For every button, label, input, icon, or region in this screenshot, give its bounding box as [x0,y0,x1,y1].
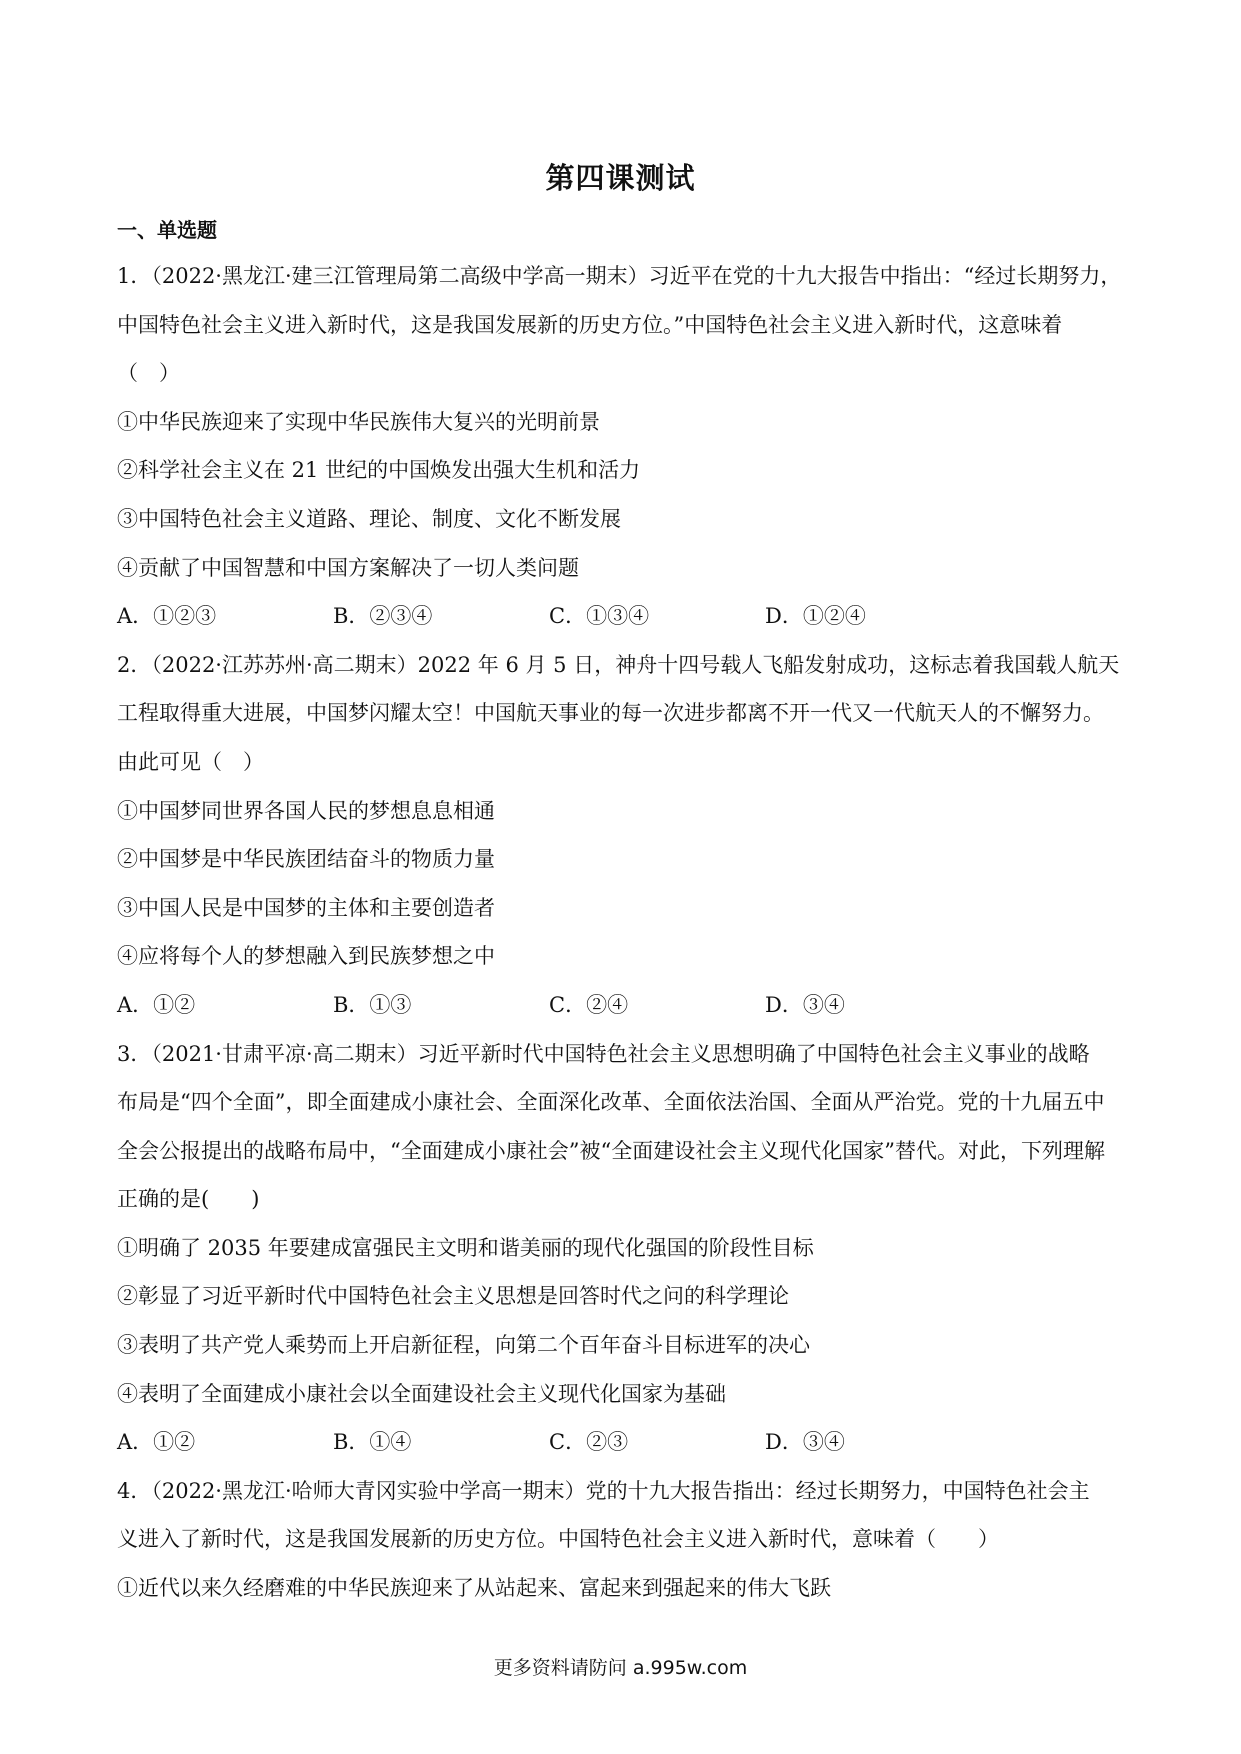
choice-d: D．③④ [765,992,845,1017]
statement-4: ④表明了全面建成小康社会以全面建设社会主义现代化国家为基础 [117,1381,726,1406]
statement-3: ③中国人民是中国梦的主体和主要创造者 [117,895,495,920]
question-stem-line: 4．（2022·黑龙江·哈师大青冈实验中学高一期末）党的十九大报告指出：经过长期努力，中国特色社会主 [117,1478,1090,1503]
question-stem-line: 全会公报提出的战略布局中，“全面建成小康社会”被“全面建设社会主义现代化国家”替代。对此，下列理解 [117,1138,1105,1163]
statement-1: ①中国梦同世界各国人民的梦想息息相通 [117,798,495,823]
statement-2: ②中国梦是中华民族团结奋斗的物质力量 [117,847,495,872]
choice-d: D．①②④ [765,604,866,629]
page-title: 第四课测试 [545,161,696,195]
statement-4: ④贡献了中国智慧和中国方案解决了一切人类问题 [117,555,579,580]
statement-2: ②彰显了习近平新时代中国特色社会主义思想是回答时代之问的科学理论 [117,1284,789,1309]
statement-1: ①近代以来久经磨难的中华民族迎来了从站起来、富起来到强起来的伟大飞跃 [117,1576,831,1601]
question-3 [117,1030,1127,1467]
choice-c: C．②④ [549,992,629,1017]
answer-choices [117,981,1127,1030]
choice-b: B．②③④ [333,604,433,629]
answer-choices [117,1418,1127,1467]
choice-a: A．①② [117,992,196,1017]
choice-d: D．③④ [765,1430,845,1455]
question-stem-line: 正确的是( ) [117,1187,260,1212]
choice-b: B．①③ [333,992,412,1017]
footer-note: 更多资料请防问 a.995w.com [493,1657,748,1679]
statement-3: ③表明了共产党人乘势而上开启新征程，向第二个百年奋斗目标进军的决心 [117,1333,810,1358]
choice-a: A．①②③ [117,604,217,629]
answer-choices [117,592,1127,641]
question-stem-line: 义进入了新时代，这是我国发展新的历史方位。中国特色社会主义进入新时代，意味着（ ） [117,1527,999,1552]
statement-4: ④应将每个人的梦想融入到民族梦想之中 [117,944,495,969]
statement-1: ①明确了 2035 年要建成富强民主文明和谐美丽的现代化强国的阶段性目标 [117,1235,814,1260]
question-stem-line: 中国特色社会主义进入新时代，这是我国发展新的历史方位。”中国特色社会主义进入新时代，这意味着 [117,312,1063,337]
section-heading: 一、单选题 [117,218,217,242]
question-stem-line: 2．（2022·江苏苏州·高二期末）2022 年 6 月 5 日，神舟十四号载人飞船发射成功，这标志着我国载人航天 [117,652,1120,677]
choice-a: A．①② [117,1430,196,1455]
question-1 [117,252,1127,641]
question-stem-line: 3．（2021·甘肃平凉·高二期末）习近平新时代中国特色社会主义思想明确了中国特色社会主义事业的战略 [117,1041,1090,1066]
question-stem-line: （ ） [117,361,180,386]
question-stem-line: 工程取得重大进展，中国梦闪耀太空！中国航天事业的每一次进步都离不开一代又一代航天人的不懈努力。 [117,701,1104,726]
statement-1: ①中华民族迎来了实现中华民族伟大复兴的光明前景 [117,409,600,434]
choice-c: C．①③④ [549,604,650,629]
question-stem-line: 1．（2022·黑龙江·建三江管理局第二高级中学高一期末）习近平在党的十九大报告中指出：“经过长期努力， [117,264,1122,288]
question-list [117,252,1127,1613]
choice-c: C．②③ [549,1430,629,1455]
question-2 [117,641,1127,1030]
question-stem-line: 布局是“四个全面”，即全面建成小康社会、全面深化改革、全面依法治国、全面从严治党。党的十九届五中 [117,1090,1105,1115]
statement-3: ③中国特色社会主义道路、理论、制度、文化不断发展 [117,506,621,531]
question-4 [117,1467,1127,1613]
statement-2: ②科学社会主义在 21 世纪的中国焕发出强大生机和活力 [117,458,641,483]
question-stem-line: 由此可见（ ） [117,749,264,774]
choice-b: B．①④ [333,1430,412,1455]
